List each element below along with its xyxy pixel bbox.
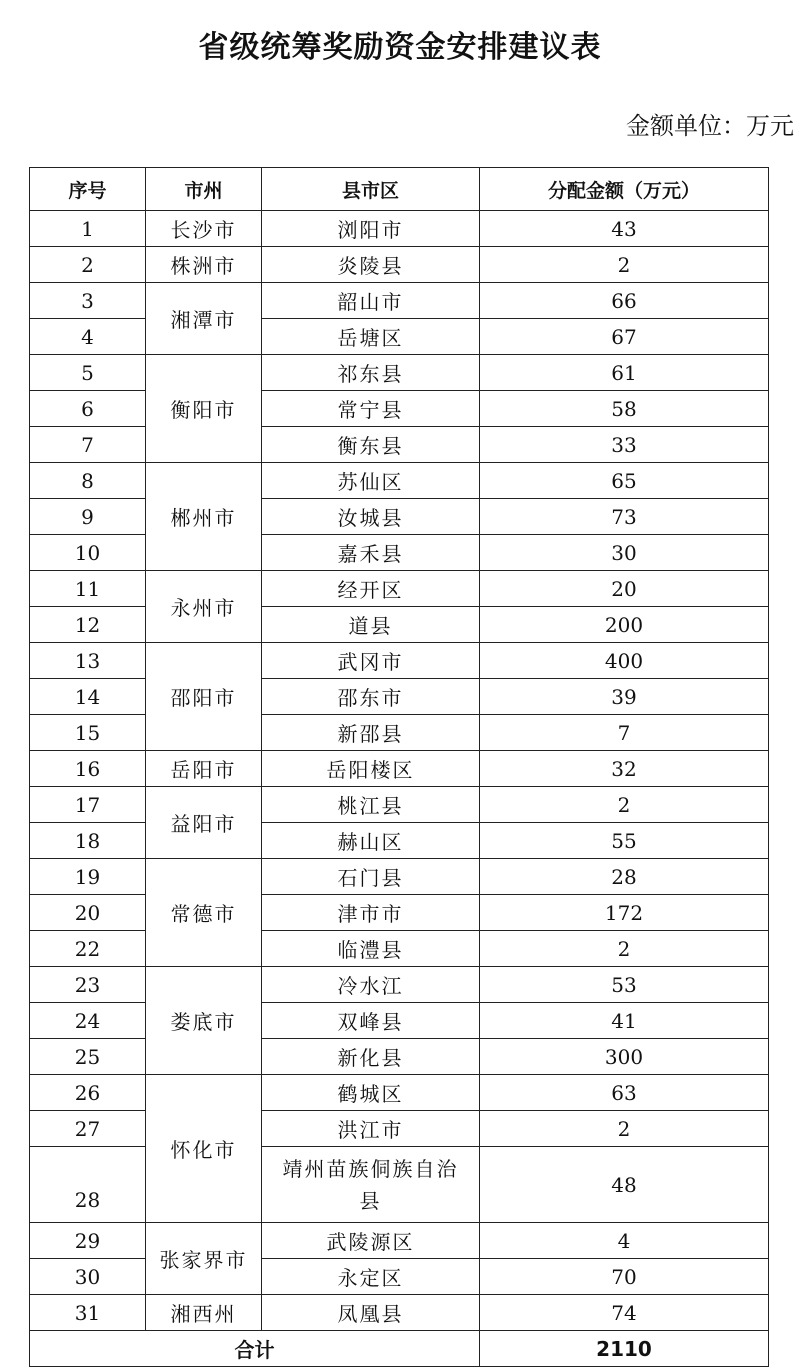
row-index: 2	[30, 247, 146, 283]
city-cell: 常德市	[146, 859, 262, 967]
row-index: 24	[30, 1003, 146, 1039]
table-row	[30, 571, 769, 607]
table-row	[30, 1223, 769, 1259]
table-row	[30, 1259, 769, 1295]
row-index: 20	[30, 895, 146, 931]
amount-cell: 63	[480, 1075, 769, 1111]
row-index: 10	[30, 535, 146, 571]
amount-cell: 300	[480, 1039, 769, 1075]
table-row	[30, 643, 769, 679]
row-index: 26	[30, 1075, 146, 1111]
city-cell: 张家界市	[146, 1223, 262, 1295]
amount-cell: 28	[480, 859, 769, 895]
amount-cell: 66	[480, 283, 769, 319]
city-cell: 衡阳市	[146, 355, 262, 463]
amount-cell: 67	[480, 319, 769, 355]
table-row	[30, 1039, 769, 1075]
table-row	[30, 1075, 769, 1111]
city-cell: 湘潭市	[146, 283, 262, 355]
county-cell: 浏阳市	[262, 211, 480, 247]
county-cell: 永定区	[262, 1259, 480, 1295]
table-row	[30, 247, 769, 283]
amount-cell: 2	[480, 1111, 769, 1147]
table-row	[30, 319, 769, 355]
row-index: 22	[30, 931, 146, 967]
county-cell: 苏仙区	[262, 463, 480, 499]
table-row	[30, 715, 769, 751]
row-index: 16	[30, 751, 146, 787]
amount-cell: 172	[480, 895, 769, 931]
row-index: 23	[30, 967, 146, 1003]
header-county: 县市区	[262, 168, 480, 211]
table-row	[30, 859, 769, 895]
county-cell: 武陵源区	[262, 1223, 480, 1259]
table-row	[30, 355, 769, 391]
amount-cell: 7	[480, 715, 769, 751]
county-cell: 韶山市	[262, 283, 480, 319]
city-cell: 邵阳市	[146, 643, 262, 751]
amount-cell: 2	[480, 787, 769, 823]
amount-cell: 39	[480, 679, 769, 715]
table-row	[30, 607, 769, 643]
county-cell: 凤凰县	[262, 1295, 480, 1331]
county-cell: 道县	[262, 607, 480, 643]
amount-cell: 2	[480, 247, 769, 283]
amount-cell: 70	[480, 1259, 769, 1295]
row-index: 6	[30, 391, 146, 427]
table-row	[30, 967, 769, 1003]
unit-label: 金额单位：万元	[626, 112, 794, 140]
row-index: 7	[30, 427, 146, 463]
city-cell: 湘西州	[146, 1295, 262, 1331]
table-row	[30, 679, 769, 715]
county-cell: 衡东县	[262, 427, 480, 463]
row-index: 14	[30, 679, 146, 715]
total-amount: 2110	[480, 1331, 769, 1367]
amount-cell: 20	[480, 571, 769, 607]
table-row	[30, 1295, 769, 1331]
header-amount: 分配金额（万元）	[480, 168, 769, 211]
table-row	[30, 463, 769, 499]
table-row	[30, 427, 769, 463]
amount-cell: 65	[480, 463, 769, 499]
table-row	[30, 1111, 769, 1147]
table-row	[30, 931, 769, 967]
table-body	[30, 211, 769, 1331]
row-index: 12	[30, 607, 146, 643]
row-index: 18	[30, 823, 146, 859]
row-index: 5	[30, 355, 146, 391]
table-row	[30, 787, 769, 823]
city-cell: 怀化市	[146, 1075, 262, 1223]
row-index: 9	[30, 499, 146, 535]
county-cell: 汝城县	[262, 499, 480, 535]
county-cell: 冷水江	[262, 967, 480, 1003]
table-row	[30, 1147, 769, 1223]
row-index: 1	[30, 211, 146, 247]
county-cell: 鹤城区	[262, 1075, 480, 1111]
amount-cell: 30	[480, 535, 769, 571]
county-cell: 岳阳楼区	[262, 751, 480, 787]
county-cell: 石门县	[262, 859, 480, 895]
table-row	[30, 751, 769, 787]
row-index: 27	[30, 1111, 146, 1147]
county-cell: 临澧县	[262, 931, 480, 967]
county-cell: 岳塘区	[262, 319, 480, 355]
amount-cell: 48	[480, 1147, 769, 1223]
table-header-row	[30, 168, 769, 211]
row-index: 3	[30, 283, 146, 319]
county-cell: 津市市	[262, 895, 480, 931]
county-cell: 双峰县	[262, 1003, 480, 1039]
county-cell: 炎陵县	[262, 247, 480, 283]
row-index: 31	[30, 1295, 146, 1331]
header-index: 序号	[30, 168, 146, 211]
total-row	[30, 1331, 769, 1367]
amount-cell: 55	[480, 823, 769, 859]
total-label: 合计	[30, 1331, 480, 1367]
row-index: 13	[30, 643, 146, 679]
row-index: 29	[30, 1223, 146, 1259]
row-index: 30	[30, 1259, 146, 1295]
table-row	[30, 211, 769, 247]
amount-cell: 41	[480, 1003, 769, 1039]
city-cell: 长沙市	[146, 211, 262, 247]
county-cell: 经开区	[262, 571, 480, 607]
city-cell: 岳阳市	[146, 751, 262, 787]
county-cell: 祁东县	[262, 355, 480, 391]
amount-cell: 33	[480, 427, 769, 463]
county-cell: 赫山区	[262, 823, 480, 859]
page-title: 省级统筹奖励资金安排建议表	[198, 30, 602, 65]
city-cell: 益阳市	[146, 787, 262, 859]
county-cell: 邵东市	[262, 679, 480, 715]
amount-cell: 53	[480, 967, 769, 1003]
row-index: 4	[30, 319, 146, 355]
city-cell: 郴州市	[146, 463, 262, 571]
county-cell: 常宁县	[262, 391, 480, 427]
table-row	[30, 391, 769, 427]
row-index: 15	[30, 715, 146, 751]
county-cell: 武冈市	[262, 643, 480, 679]
amount-cell: 4	[480, 1223, 769, 1259]
county-cell: 新邵县	[262, 715, 480, 751]
row-index: 28	[30, 1147, 146, 1223]
amount-cell: 74	[480, 1295, 769, 1331]
county-cell: 洪江市	[262, 1111, 480, 1147]
table-row	[30, 895, 769, 931]
header-city: 市州	[146, 168, 262, 211]
amount-cell: 400	[480, 643, 769, 679]
amount-cell: 61	[480, 355, 769, 391]
row-index: 8	[30, 463, 146, 499]
row-index: 19	[30, 859, 146, 895]
amount-cell: 200	[480, 607, 769, 643]
amount-cell: 58	[480, 391, 769, 427]
county-cell: 桃江县	[262, 787, 480, 823]
city-cell: 株洲市	[146, 247, 262, 283]
amount-cell: 43	[480, 211, 769, 247]
county-cell: 靖州苗族侗族自治县	[262, 1147, 480, 1223]
table-row	[30, 499, 769, 535]
city-cell: 娄底市	[146, 967, 262, 1075]
amount-cell: 2	[480, 931, 769, 967]
table-row	[30, 823, 769, 859]
allocation-table	[29, 167, 769, 1367]
county-cell: 嘉禾县	[262, 535, 480, 571]
table-row	[30, 1003, 769, 1039]
city-cell: 永州市	[146, 571, 262, 643]
county-cell: 新化县	[262, 1039, 480, 1075]
row-index: 11	[30, 571, 146, 607]
row-index: 25	[30, 1039, 146, 1075]
amount-cell: 32	[480, 751, 769, 787]
amount-cell: 73	[480, 499, 769, 535]
table-row	[30, 283, 769, 319]
row-index: 17	[30, 787, 146, 823]
table-row	[30, 535, 769, 571]
